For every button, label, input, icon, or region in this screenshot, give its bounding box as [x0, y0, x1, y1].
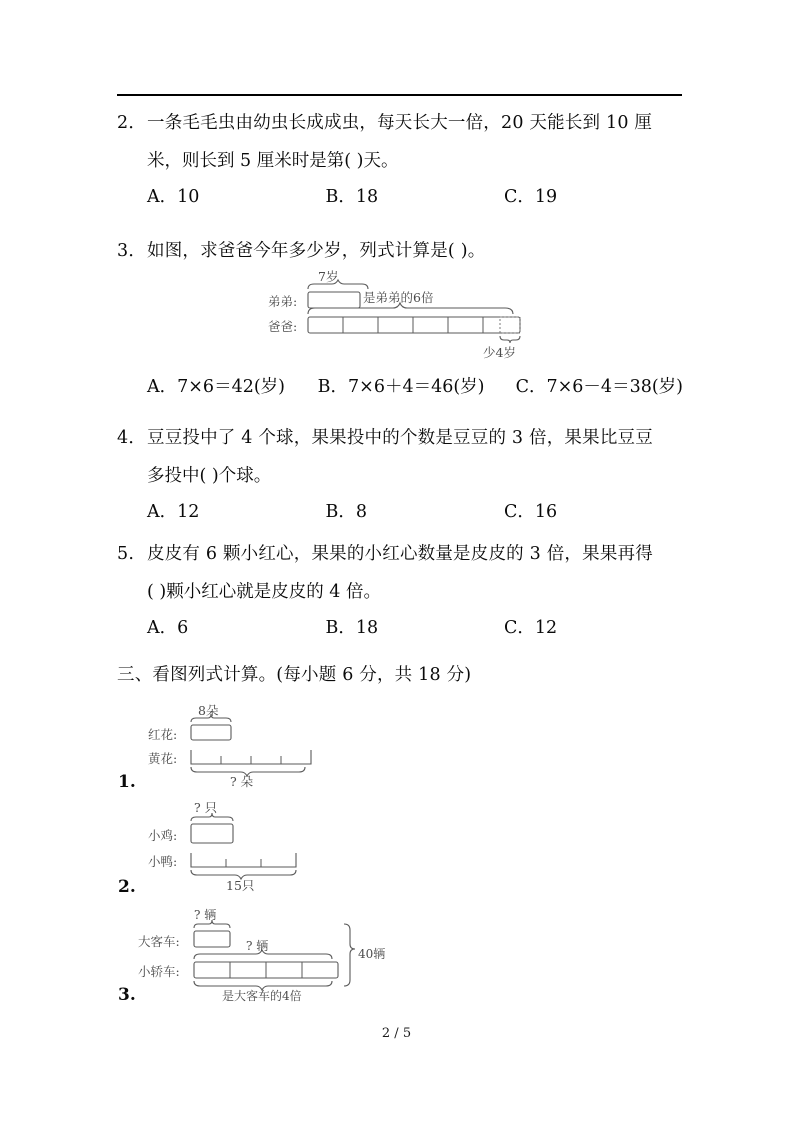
- question-5-line-1: [117, 535, 683, 573]
- question-3-line-1: [117, 232, 683, 270]
- question-4-option-b[interactable]: B．8: [325, 502, 367, 522]
- question-2-option-c[interactable]: C．19: [503, 187, 558, 207]
- section-three-item-1-diagram: [148, 703, 398, 789]
- question-4-option-a[interactable]: A．12: [147, 502, 200, 522]
- question-5: [117, 535, 683, 645]
- diagram-q3-row2-top-label: 是弟弟的6倍: [363, 290, 434, 305]
- question-5-option-a[interactable]: A．6: [147, 618, 189, 638]
- question-2: [117, 104, 683, 214]
- question-3-option-a[interactable]: A．7×6＝42(岁): [147, 377, 285, 397]
- section-three-heading: 三、看图列式计算。(每小题 6 分，共 18 分): [117, 665, 472, 685]
- header-rule: [117, 94, 682, 96]
- question-4-line-1: [117, 419, 683, 457]
- question-3-option-b[interactable]: B．7×6＋4＝46(岁): [317, 377, 485, 397]
- question-5-options: [117, 611, 683, 645]
- question-4-option-c[interactable]: C．16: [503, 502, 558, 522]
- diagram-s3i1-row1-top-label: 8朵: [198, 703, 219, 718]
- diagram-s3i3-row2-label: 小轿车:: [138, 964, 180, 979]
- question-4-options: [117, 495, 683, 529]
- diagram-q3-row1-top-label: 7岁: [318, 269, 339, 284]
- question-2-option-a[interactable]: A．10: [147, 187, 200, 207]
- question-2-option-b[interactable]: B．18: [325, 187, 379, 207]
- diagram-s3i2-row2-bottom-label: 15只: [226, 878, 255, 893]
- question-5-option-b[interactable]: B．18: [325, 618, 379, 638]
- question-3: [117, 232, 683, 270]
- question-3-bar-diagram: [268, 269, 558, 362]
- diagram-s3i3-right-brace-label: 40辆: [358, 947, 386, 961]
- question-3-options: [117, 370, 683, 404]
- section-three-item-2-diagram: [148, 800, 398, 892]
- diagram-q3-row2-label: 爸爸:: [268, 319, 298, 334]
- question-3-number: 3．: [117, 241, 147, 261]
- section-three-item-3-diagram: [138, 908, 418, 1003]
- diagram-s3i1-row1-label: 红花:: [148, 727, 178, 742]
- diagram-s3i2-row2-label: 小鸭:: [148, 854, 178, 869]
- question-4-number: 4．: [117, 428, 147, 448]
- question-4-text: 豆豆投中了 4 个球，果果投中的个数是豆豆的 3 倍，果果比豆豆: [147, 428, 653, 448]
- diagram-s3i2-row1-label: 小鸡:: [148, 828, 178, 843]
- question-3-text: 如图，求爸爸今年多少岁，列式计算是( )。: [147, 241, 486, 261]
- question-2-options: [117, 180, 683, 214]
- question-5-number: 5.: [117, 544, 135, 564]
- section-three-item-2-number: 2.: [118, 877, 136, 897]
- section-three-item-3-number: 3.: [118, 985, 136, 1005]
- question-5-option-c[interactable]: C．12: [503, 618, 558, 638]
- diagram-s3i1-row2-label: 黄花:: [148, 751, 178, 766]
- question-2-line-1: [117, 104, 683, 142]
- question-5-line-2: ( )颗小红心就是皮皮的 4 倍。: [147, 582, 381, 602]
- diagram-s3i1-row2-bottom-label: ? 朵: [230, 774, 254, 789]
- question-3-option-c[interactable]: C．7×6－4＝38(岁): [515, 377, 683, 397]
- diagram-s3i3-row2-top-label: ? 辆: [246, 939, 269, 953]
- diagram-s3i3-row1-label: 大客车:: [138, 934, 180, 949]
- question-4: [117, 419, 683, 529]
- question-2-line-2: 米，则长到 5 厘米时是第( )天。: [147, 151, 399, 171]
- diagram-q3-row1-label: 弟弟:: [268, 294, 298, 309]
- question-2-text: 一条毛毛虫由幼虫长成成虫，每天长大一倍，20 天能长到 10 厘: [147, 113, 653, 133]
- diagram-s3i3-row1-top-label: ? 辆: [194, 908, 217, 922]
- section-three-item-1-number: 1.: [118, 772, 136, 792]
- question-2-number: 2．: [117, 113, 147, 133]
- question-3-options-block: [117, 370, 683, 404]
- page-footer: 2 / 5: [381, 1026, 412, 1041]
- diagram-q3-row2-bottom-label: 少4岁: [483, 345, 516, 360]
- question-5-text: 皮皮有 6 颗小红心，果果的小红心数量是皮皮的 3 倍，果果再得: [147, 544, 653, 564]
- diagram-s3i2-row1-top-label: ? 只: [194, 800, 218, 815]
- question-4-line-2: 多投中( )个球。: [147, 466, 272, 486]
- diagram-s3i3-row2-bottom-label: 是大客车的4倍: [222, 989, 302, 1003]
